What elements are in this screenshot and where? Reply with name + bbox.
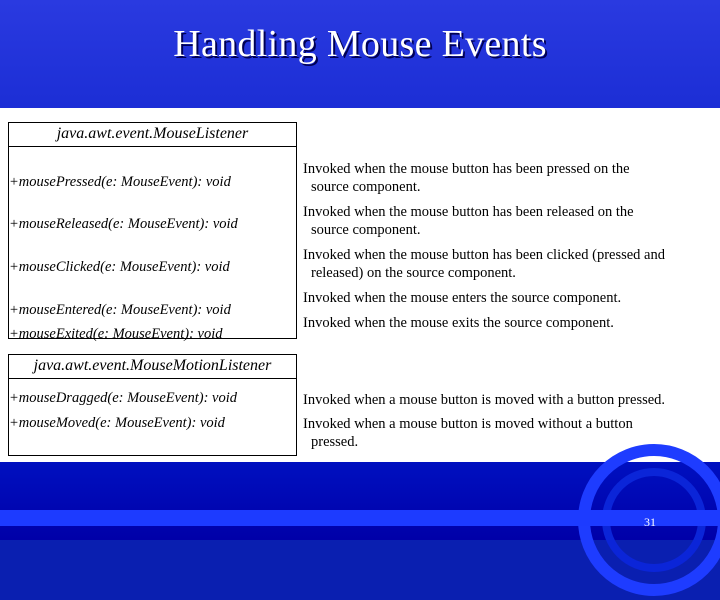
mouse-motion-listener-uml-box: [8, 354, 297, 456]
description-line: Invoked when the mouse exits the source component.: [303, 315, 614, 331]
mouse-motion-listener-interface-name: java.awt.event.MouseMotionListener: [9, 355, 296, 379]
method-signature-mouse-released: +mouseReleased(e: MouseEvent): void: [9, 216, 238, 232]
description-line: released) on the source component.: [311, 265, 516, 281]
description-line: Invoked when the mouse button has been pressed on the: [303, 161, 630, 177]
description-mouse-dragged: [303, 391, 713, 409]
description-mouse-released: [303, 203, 713, 239]
description-mouse-entered: [303, 289, 713, 307]
description-mouse-clicked: [303, 246, 713, 282]
description-line: Invoked when the mouse button has been clicked (pressed and: [303, 247, 665, 263]
method-signature-mouse-dragged: +mouseDragged(e: MouseEvent): void: [9, 390, 238, 406]
method-signature-mouse-exited: +mouseExited(e: MouseEvent): void: [9, 326, 223, 342]
mouse-listener-uml-box: [8, 122, 297, 342]
description-line: pressed.: [311, 434, 359, 450]
description-line: Invoked when the mouse enters the source component.: [303, 290, 622, 306]
slide-title: Handling Mouse Events: [173, 23, 547, 65]
method-signature-mouse-pressed: +mousePressed(e: MouseEvent): void: [9, 174, 231, 190]
method-signature-mouse-clicked: +mouseClicked(e: MouseEvent): void: [9, 259, 230, 275]
description-mouse-exited: [303, 314, 713, 332]
description-mouse-pressed: [303, 160, 713, 196]
description-line: source component.: [311, 179, 421, 195]
method-signature-mouse-entered: +mouseEntered(e: MouseEvent): void: [9, 302, 231, 318]
mouse-listener-interface-name: java.awt.event.MouseListener: [9, 123, 296, 147]
slide-content: [0, 108, 720, 462]
page-number: 31: [644, 515, 656, 529]
description-line: source component.: [311, 222, 421, 238]
method-signature-mouse-moved: +mouseMoved(e: MouseEvent): void: [9, 415, 225, 431]
description-line: Invoked when the mouse button has been released on the: [303, 204, 634, 220]
footer-bar: [0, 510, 720, 526]
description-line: Invoked when a mouse button is moved with a button pressed.: [303, 392, 666, 408]
description-line: Invoked when a mouse button is moved without a button: [303, 416, 633, 432]
